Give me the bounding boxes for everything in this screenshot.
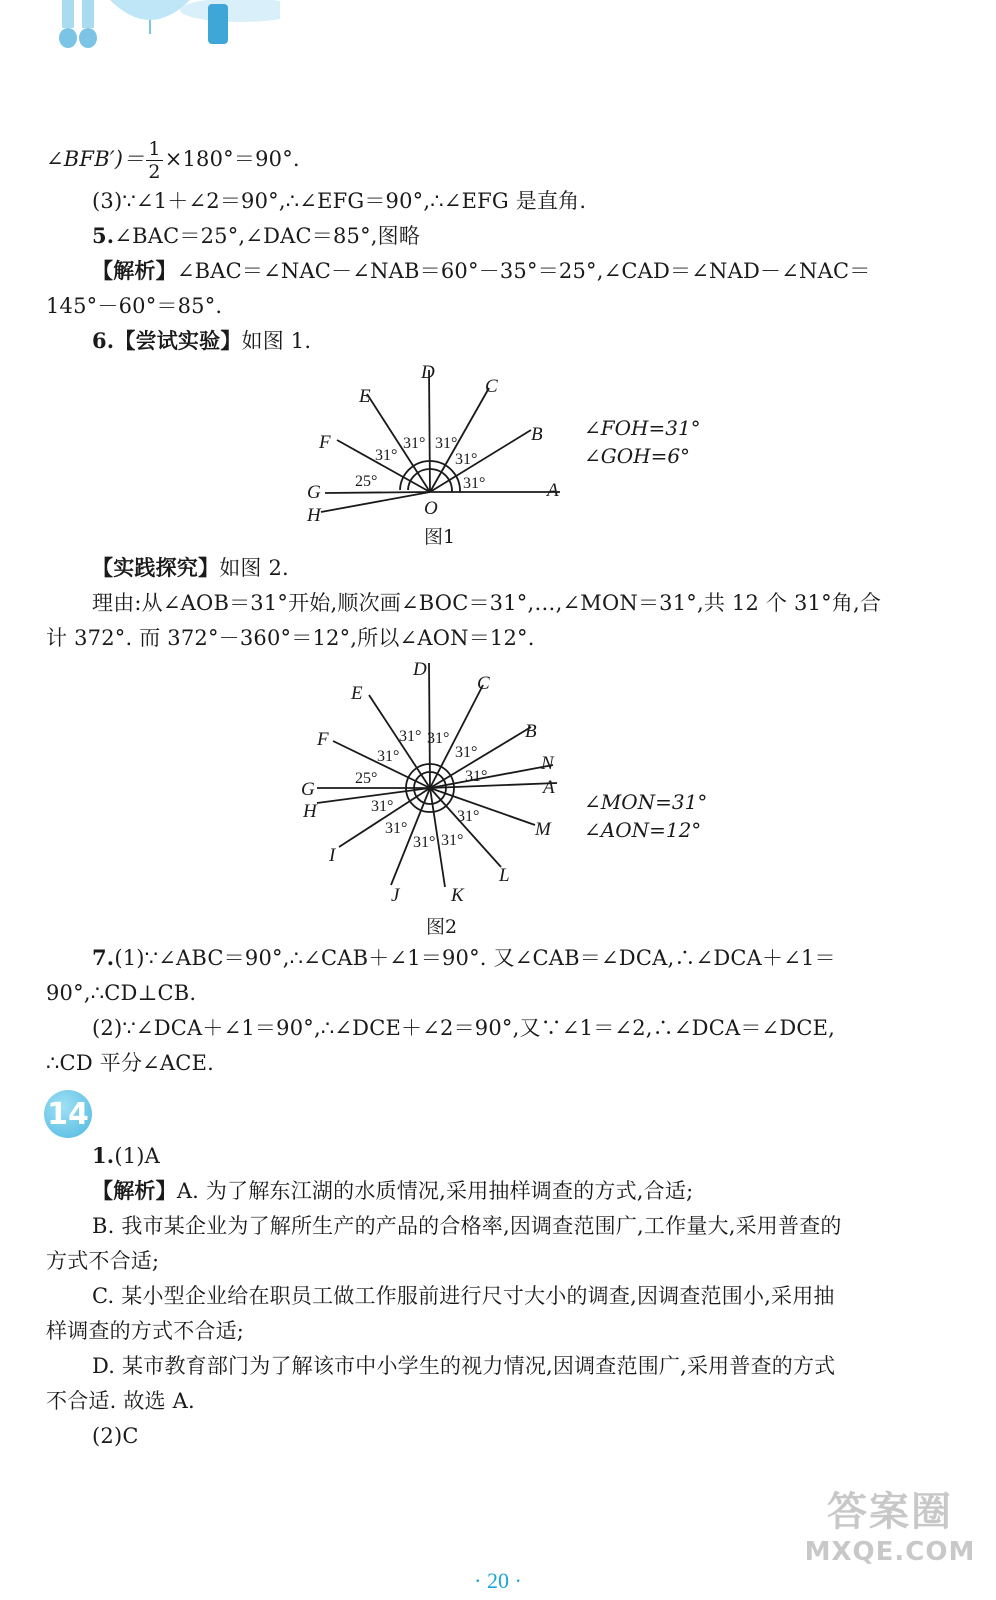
page-number: · 20 ·	[474, 1568, 522, 1593]
angle-label: 25°	[355, 770, 378, 787]
angle-label: 31°	[457, 808, 480, 825]
text-line: (2)C	[92, 1424, 139, 1448]
text-line: 1.(1)A	[92, 1143, 161, 1168]
ray-G	[325, 492, 430, 493]
ray-label-I: I	[329, 845, 336, 866]
ray-D	[429, 663, 430, 788]
text-line: 样调查的方式不合适;	[46, 1319, 245, 1343]
angle-label: 31°	[435, 435, 458, 452]
text-line: 6.【尝试实验】如图 1.	[92, 328, 312, 353]
angle-label: 31°	[441, 832, 464, 849]
angle-label: 31°	[465, 768, 488, 785]
ray-label-J: J	[391, 885, 400, 906]
angle-label: 31°	[375, 447, 398, 464]
ray-label-M: M	[535, 819, 551, 840]
text-line: ∴CD 平分∠ACE.	[46, 1051, 214, 1075]
figure2-note-aon: ∠AON=12°	[584, 818, 702, 842]
ray-label-D: D	[421, 362, 435, 383]
angle-label: 31°	[455, 451, 478, 468]
center-label-O: O	[424, 498, 438, 519]
angle-label: 31°	[371, 798, 394, 815]
watermark-logo-text: 答案圈	[827, 1489, 953, 1535]
angle-label: 25°	[355, 473, 378, 490]
figure2-note-mon: ∠MON=31°	[584, 790, 708, 814]
figure1-note-goh: ∠GOH=6°	[584, 444, 691, 468]
ray-label-E: E	[351, 683, 363, 704]
fraction: $\frac{1}{2}$	[148, 138, 161, 183]
ray-label-A: A	[543, 777, 555, 798]
ray-label-K: K	[451, 885, 464, 906]
text-line: D. 某市教育部门为了解该市中小学生的视力情况,因调查范围广,采用普查的方式	[92, 1354, 836, 1378]
ray-label-F: F	[319, 432, 331, 453]
angle-label: 31°	[385, 820, 408, 837]
ray-label-A: A	[547, 480, 559, 501]
text-line: 不合适. 故选 A.	[46, 1389, 195, 1413]
text-line: (2)∵∠DCA＋∠1＝90°,∴∠DCE＋∠2＝90°,又∵∠1＝∠2,∴∠DCA＝∠DCE,	[92, 1016, 836, 1040]
ray-label-H: H	[307, 505, 321, 525]
figure1-note-foh: ∠FOH=31°	[584, 416, 701, 440]
angle-label: 31°	[399, 728, 422, 745]
ray-label-C: C	[477, 673, 490, 694]
angle-label: 31°	[427, 730, 450, 747]
watermark-url: MXQE.COM	[804, 1537, 976, 1567]
text-line: C. 某小型企业给在职员工做工作服前进行尺寸大小的调查,因调查范围小,采用抽	[92, 1284, 835, 1308]
ray-label-L: L	[499, 865, 510, 886]
text-line: 计 372°. 而 372°－360°＝12°,所以∠AON＝12°.	[46, 626, 535, 650]
figure1-caption: 图1	[424, 526, 456, 548]
ray-label-G: G	[301, 779, 315, 800]
angle-label: 31°	[463, 475, 486, 492]
text-line: 理由:从∠AOB＝31°开始,顺次画∠BOC＝31°,…,∠MON＝31°,共 12 个 31°角,合	[92, 591, 882, 615]
text-line: 145°－60°＝85°.	[46, 294, 223, 318]
text-line: 5.∠BAC＝25°,∠DAC＝85°,图略	[92, 223, 421, 248]
header-decoration	[40, 0, 280, 50]
text-line: 90°,∴CD⊥CB.	[46, 981, 197, 1005]
angle-label: 31°	[455, 744, 478, 761]
ray-label-G: G	[307, 482, 321, 503]
text-line: (3)∵∠1＋∠2＝90°,∴∠EFG＝90°,∴∠EFG 是直角.	[92, 189, 587, 213]
text-line: 【解析】A. 为了解东江湖的水质情况,采用抽样调查的方式,合适;	[92, 1178, 694, 1203]
figure-1	[295, 360, 585, 525]
figure-2	[295, 655, 585, 910]
angle-label: 31°	[413, 834, 436, 851]
text-line: 7.(1)∵∠ABC＝90°,∴∠CAB＋∠1＝90°. 又∠CAB＝∠DCA,∴∠DCA＋∠1＝	[92, 945, 836, 970]
ray-label-H: H	[303, 801, 317, 822]
text-line: 【解析】∠BAC＝∠NAC－∠NAB＝60°－35°＝25°,∠CAD＝∠NAD－∠NAC＝	[92, 258, 871, 283]
text-line: B. 我市某企业为了解所生产的产品的合格率,因调查范围广,工作量大,采用普查的	[92, 1214, 842, 1238]
ray-label-E: E	[359, 386, 371, 407]
ray-H	[321, 492, 430, 512]
ray-label-B: B	[525, 721, 537, 742]
angle-label: 31°	[403, 435, 426, 452]
ray-label-C: C	[485, 376, 498, 397]
figure2-caption: 图2	[426, 916, 458, 938]
section-number-badge: 14	[44, 1090, 92, 1138]
ray-label-B: B	[531, 424, 543, 445]
ray-label-N: N	[541, 753, 554, 774]
ray-label-F: F	[317, 729, 329, 750]
angle-label: 31°	[377, 748, 400, 765]
ray-label-D: D	[413, 659, 427, 680]
text-line: 方式不合适;	[46, 1249, 160, 1273]
text-line: ∠BFB′)＝ $\frac{1}{2}$ ×180°＝90°.	[46, 138, 300, 183]
ray-D	[429, 370, 430, 492]
watermark	[800, 1480, 980, 1567]
text-line: 【实践探究】如图 2.	[92, 555, 289, 580]
